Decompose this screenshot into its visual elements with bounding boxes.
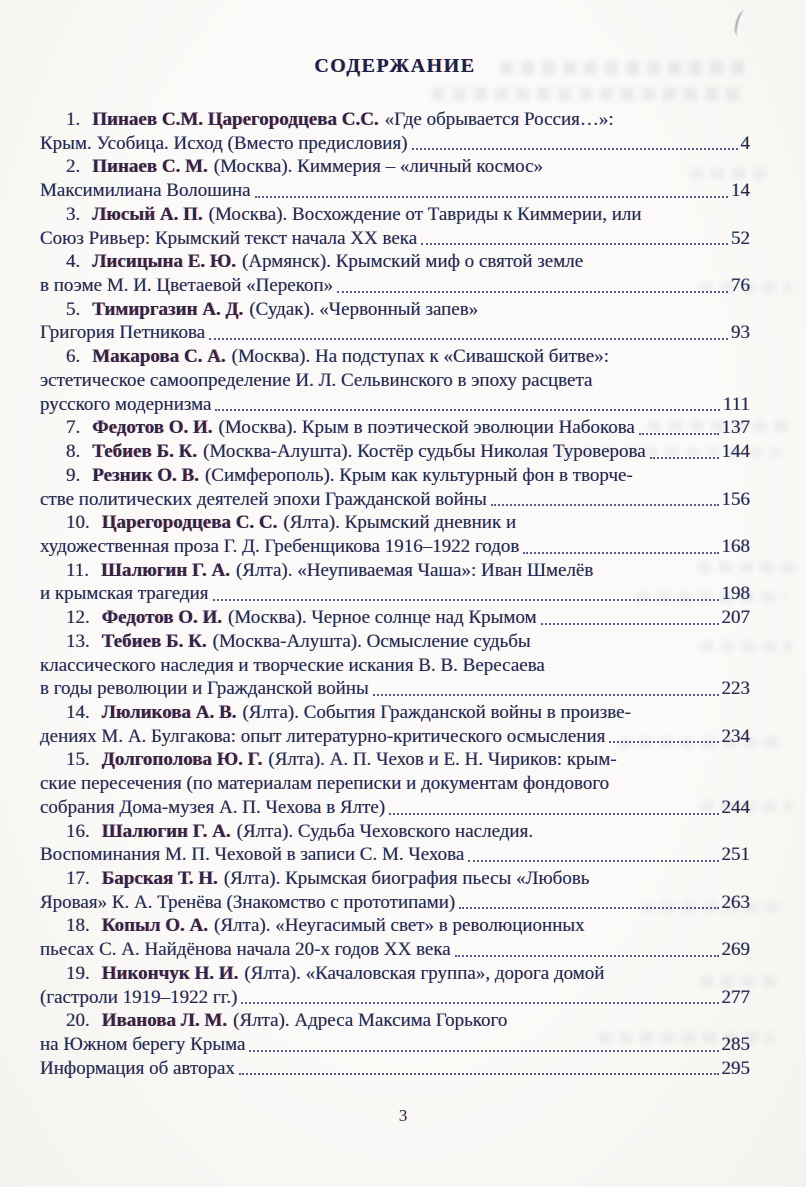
entry-number: 8. <box>66 441 81 463</box>
entry-page-number: 14 <box>731 180 750 202</box>
entry-title-text: (Судак). «Червонный запев» <box>249 298 479 320</box>
entry-title-text: (Москва). Крым в поэтической эволюции Набокова <box>218 417 635 439</box>
toc-entry-continuation-line <box>40 891 750 915</box>
entry-number: 4. <box>66 251 81 273</box>
entry-author: Тимиргазин А. Д. <box>92 298 244 320</box>
entry-page-number: 137 <box>721 417 750 439</box>
entry-continuation-text: (гастроли 1919–1922 гг.) <box>40 986 238 1008</box>
entry-author: Барская Т. Н. <box>101 868 218 889</box>
entry-continuation-text: Григория Петникова <box>40 322 206 344</box>
entry-title-text: (Ялта). Адреса Максима Горького <box>233 1010 508 1032</box>
entry-author: Пинаев С. М. <box>92 156 208 178</box>
dot-leader <box>337 291 728 293</box>
entry-page-number: 52 <box>731 227 750 249</box>
entry-author: Копыл О. А. <box>101 915 209 937</box>
entry-number: 14. <box>66 701 90 723</box>
toc-entry-first-line <box>40 1009 750 1033</box>
dot-leader <box>468 860 718 862</box>
entry-number: 16. <box>66 820 90 842</box>
dot-leader <box>412 148 738 150</box>
entry-continuation-text: художественная проза Г. Д. Гребенщикова 1916–1922 годов <box>40 535 520 557</box>
entry-number: 10. <box>66 512 90 534</box>
entry-title-text: (Москва). Восхождение от Тавриды к Киммерии, или <box>208 203 642 225</box>
toc-entry-continuation-line <box>40 772 750 796</box>
entry-title-text: (Москва). Киммерия – «личный космос» <box>213 156 544 178</box>
entry-continuation-text: Крым. Усобица. Исход (Вместо предисловия) <box>40 132 408 154</box>
dot-leader <box>650 457 719 459</box>
entry-number: 6. <box>66 346 81 368</box>
entry-author: Никончук Н. И. <box>101 962 239 984</box>
toc-entry-first-line <box>40 416 750 440</box>
entry-continuation-text: дениях М. А. Булгакова: опыт литературно-критического осмысления <box>40 725 606 747</box>
entry-number: 3. <box>66 203 81 225</box>
footer-page-number: 3 <box>398 1106 408 1125</box>
entry-title-text: (Ялта). Крымский дневник и <box>283 512 517 534</box>
entry-continuation-text: стве политических деятелей эпохи Гражданской войны <box>40 488 487 510</box>
toc-entry-continuation-line <box>40 938 750 962</box>
toc-entry-continuation-line <box>40 179 750 203</box>
dot-leader <box>459 907 718 909</box>
pencil-mark-artifact <box>733 9 749 37</box>
entry-author: Шалюгин Г. А. <box>101 820 231 842</box>
entry-author: Шалюгин Г. А. <box>101 559 230 581</box>
entry-number: 7. <box>66 417 81 439</box>
toc-entry-continuation-line <box>40 321 750 345</box>
entry-title-text: (Москва-Алушта). Костёр судьбы Николая Туроверова <box>203 441 646 463</box>
toc-entry-continuation-line <box>40 393 750 417</box>
entry-number: 11. <box>66 559 90 581</box>
toc-entry-continuation-line <box>40 677 750 701</box>
entry-number: 20. <box>66 1010 90 1032</box>
toc-entry-continuation-line <box>40 654 750 678</box>
entry-page-number: 277 <box>721 986 750 1008</box>
dot-leader <box>491 504 719 506</box>
entry-title-text: (Ялта). А. П. Чехов и Е. Н. Чириков: крым- <box>268 749 617 771</box>
entry-continuation-text: на Южном берегу Крыма <box>40 1034 246 1056</box>
toc-entry-first-line <box>40 108 750 132</box>
entry-title-text: (Ялта). Судьба Чеховского наследия. <box>236 820 534 842</box>
entry-number: 12. <box>66 607 90 629</box>
entry-page-number: 144 <box>721 441 750 463</box>
toc-entry-first-line <box>40 203 750 227</box>
entry-number: 18. <box>66 915 90 937</box>
entry-continuation-text: пьесах С. А. Найдёнова начала 20-х годов XX века <box>40 939 451 961</box>
toc-entry-first-line <box>40 701 750 725</box>
toc-entry-first-line <box>40 559 750 583</box>
dot-leader <box>241 1002 718 1004</box>
toc-entry-first-line <box>40 914 750 938</box>
entry-continuation-text: в годы революции и Гражданской войны <box>40 678 369 700</box>
dot-leader <box>389 813 718 815</box>
entry-author: Долгополова Ю. Г. <box>101 749 263 771</box>
entry-number: 19. <box>66 962 90 984</box>
entry-title-text: (Москва). Черное солнце над Крымом <box>228 607 537 629</box>
entry-author: Пинаев С.М. Царегородцева С.С. <box>92 109 379 130</box>
toc-entry-first-line <box>40 820 750 844</box>
toc-entry-first-line <box>40 867 750 891</box>
dot-leader <box>609 741 718 743</box>
entry-author: Тебиев Б. К. <box>92 441 198 463</box>
entry-page-number: 223 <box>721 678 750 700</box>
entry-continuation-text: в поэме М. И. Цветаевой «Перекоп» <box>40 275 334 297</box>
toc-entry-continuation-line <box>40 725 750 749</box>
toc-entry-continuation-line <box>40 535 750 559</box>
entry-number: 1. <box>66 109 81 130</box>
entry-continuation-text: и крымская трагедия <box>40 583 209 605</box>
entry-page-number: 4 <box>740 132 750 154</box>
toc-entry-first-line <box>40 511 750 535</box>
toc-entry-first-line <box>40 606 750 630</box>
dot-leader <box>523 552 718 554</box>
entry-title-text: (Армянск). Крымский миф о святой земле <box>242 251 584 273</box>
entry-author: Федотов О. И. <box>101 607 223 629</box>
entry-page-number: 234 <box>721 725 750 747</box>
page-title: СОДЕРЖАНИЕ <box>314 55 476 77</box>
entry-author: Царегородцева С. С. <box>101 512 278 534</box>
closing-row-page-number: 295 <box>721 1057 750 1079</box>
entry-number: 15. <box>66 749 90 771</box>
dot-leader <box>255 196 728 198</box>
entry-continuation-text: Воспоминания М. П. Чеховой в записи С. М. Чехова <box>40 844 465 866</box>
entry-number: 13. <box>66 630 90 652</box>
entry-continuation-text: Максимилиана Волошина <box>40 180 251 202</box>
toc-entry-continuation-line <box>40 796 750 820</box>
toc-entry-continuation-line <box>40 986 750 1010</box>
entry-continuation-text: собрания Дома-музея А. П. Чехова в Ялте) <box>40 796 386 818</box>
entry-title-text: (Ялта). Крымская биография пьесы «Любовь <box>223 868 590 889</box>
entry-title-text: (Москва-Алушта). Осмысление судьбы <box>212 630 531 652</box>
entry-page-number: 111 <box>722 393 750 415</box>
toc-entry-continuation-line <box>40 132 750 156</box>
entry-page-number: 156 <box>721 488 750 510</box>
toc-entry-first-line <box>40 440 750 464</box>
entry-title-text: (Ялта). «Качаловская группа», дорога домой <box>244 962 605 984</box>
entry-title-text: (Ялта). «Неупиваемая Чаша»: Иван Шмелёв <box>235 559 594 581</box>
entry-author: Тебиев Б. К. <box>101 630 207 652</box>
toc-entry-continuation-line <box>40 582 750 606</box>
entry-page-number: 269 <box>721 939 750 961</box>
dot-leader <box>215 409 719 411</box>
toc-entry-first-line <box>40 962 750 986</box>
dot-leader <box>213 599 719 601</box>
entry-author: Лисицына Е. Ю. <box>92 251 237 273</box>
toc-closing-row <box>40 1057 750 1081</box>
toc-entry-continuation-line <box>40 488 750 512</box>
closing-row-text: Информация об авторах <box>40 1057 235 1079</box>
toc-entry-first-line <box>40 748 750 772</box>
dot-leader <box>239 1073 719 1075</box>
entry-title-text: «Где обрывается Россия…»: <box>384 109 614 130</box>
dot-leader <box>373 694 719 696</box>
entry-page-number: 93 <box>731 322 750 344</box>
entry-author: Макарова С. А. <box>92 346 226 368</box>
entry-page-number: 251 <box>721 844 750 866</box>
entry-continuation-text: Союз Ривьер: Крымский текст начала XX века <box>40 227 418 249</box>
dot-leader <box>639 433 719 435</box>
entry-page-number: 244 <box>721 796 750 818</box>
entry-title-text: (Ялта). «Неугасимый свет» в революционных <box>214 915 585 937</box>
entry-number: 5. <box>66 298 81 320</box>
toc-entry-continuation-line <box>40 227 750 251</box>
entry-page-number: 207 <box>721 607 750 629</box>
dot-leader <box>541 623 719 625</box>
entry-number: 17. <box>66 868 90 889</box>
toc-entry-list <box>40 108 750 1057</box>
entry-continuation-text: эстетическое самоопределение И. Л. Сельвинского в эпоху расцвета <box>40 369 593 391</box>
dot-leader <box>421 243 728 245</box>
toc-entry-first-line <box>40 464 750 488</box>
toc-entry-first-line <box>40 155 750 179</box>
toc-entry-continuation-line <box>40 369 750 393</box>
entry-continuation-text: ские пересечения (по материалам переписки и документам фондового <box>40 773 610 795</box>
entry-author: Резник О. В. <box>92 464 199 486</box>
toc-entry-first-line <box>40 298 750 322</box>
entry-continuation-text: Яровая» К. А. Тренёва (Знакомство с прототипами) <box>40 891 456 913</box>
dot-leader <box>455 955 719 957</box>
entry-page-number: 76 <box>731 275 750 297</box>
entry-page-number: 198 <box>721 583 750 605</box>
entry-title-text: (Ялта). События Гражданской войны в произве- <box>242 701 631 723</box>
entry-title-text: (Симферополь). Крым как культурный фон в творче- <box>204 464 633 486</box>
entry-continuation-text: русского модернизма <box>40 393 212 415</box>
entry-page-number: 285 <box>721 1034 750 1056</box>
table-of-contents <box>40 54 750 1080</box>
toc-entry-continuation-line <box>40 274 750 298</box>
entry-author: Люликова А. В. <box>101 701 237 723</box>
toc-entry-first-line <box>40 630 750 654</box>
entry-number: 9. <box>66 464 81 486</box>
toc-entry-first-line <box>40 345 750 369</box>
dot-leader <box>209 338 728 340</box>
entry-title-text: (Москва). На подступах к «Сивашской битве»: <box>231 346 609 368</box>
entry-author: Люсый А. П. <box>92 203 203 225</box>
toc-entry-continuation-line <box>40 1033 750 1057</box>
entry-author: Иванова Л. М. <box>101 1010 228 1032</box>
dot-leader <box>249 1050 718 1052</box>
entry-author: Федотов О. И. <box>92 417 213 439</box>
toc-entry-continuation-line <box>40 843 750 867</box>
toc-entry-first-line <box>40 250 750 274</box>
entry-page-number: 168 <box>721 535 750 557</box>
entry-number: 2. <box>66 156 81 178</box>
entry-page-number: 263 <box>721 891 750 913</box>
entry-continuation-text: классического наследия и творческие искания В. В. Вересаева <box>40 654 545 676</box>
